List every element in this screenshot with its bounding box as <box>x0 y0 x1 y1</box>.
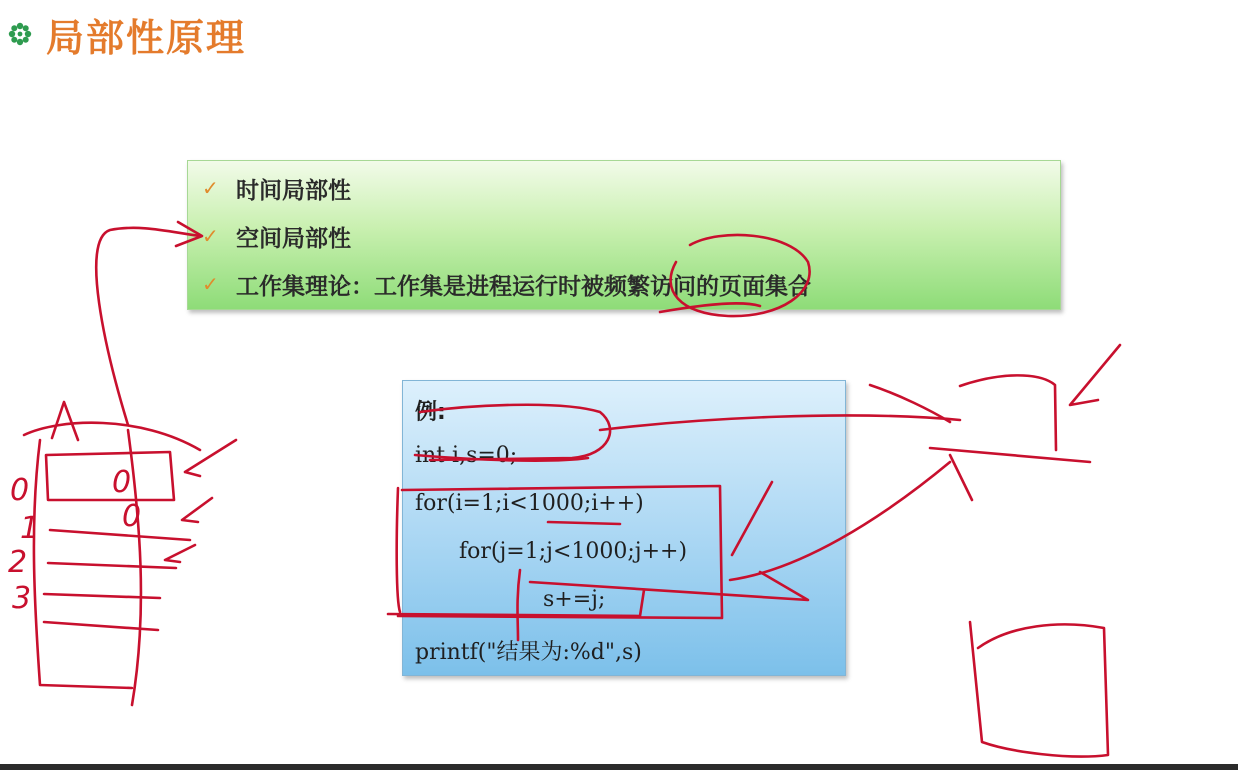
bottom-edge-bar <box>0 764 1238 770</box>
principle-item <box>202 267 811 301</box>
right-box <box>970 622 1108 757</box>
page-slot-label: 3 <box>12 581 32 616</box>
slot-mark: 0 <box>112 465 132 500</box>
memory-row-line <box>44 594 160 598</box>
code-line: for(j=1;j<1000;j++) <box>459 539 688 564</box>
principle-item <box>202 219 351 253</box>
arrow-into-stack <box>185 440 236 476</box>
principle-text: 时间局部性 <box>236 177 351 204</box>
example-label: 例: <box>415 400 446 425</box>
code-line: int i,s=0; <box>415 443 518 468</box>
principles-box <box>187 160 1061 310</box>
box-inner-loop <box>397 488 400 612</box>
code-line: printf("结果为:%d",s) <box>415 640 642 665</box>
flower-bullet-icon <box>8 22 32 46</box>
memory-row-line <box>48 563 176 568</box>
cpu-figure-stem <box>950 455 972 500</box>
page-slot-label: 2 <box>8 545 28 580</box>
cpu-figure <box>960 375 1056 450</box>
memory-stack-outline <box>34 430 141 705</box>
check-icon: ✓ <box>202 272 219 296</box>
slide-title: 局部性原理 <box>46 15 247 60</box>
check-icon: ✓ <box>202 176 219 200</box>
memory-row-line <box>44 622 158 630</box>
cpu-figure-top <box>870 385 950 422</box>
slide-header <box>8 6 246 62</box>
arrow-to-cpu <box>1070 345 1120 405</box>
principle-item <box>202 171 351 205</box>
memory-stack-a-mark <box>52 402 78 440</box>
example-code-box <box>402 380 846 676</box>
principle-text: 工作集理论：工作集是进程运行时被频繁访问的页面集合 <box>236 273 811 300</box>
memory-row-line <box>50 530 190 540</box>
page-slot-label: 0 <box>10 473 30 508</box>
principle-text: 空间局部性 <box>236 225 351 252</box>
arrow-into-stack <box>165 545 195 562</box>
memory-stack-top <box>24 423 200 450</box>
check-icon: ✓ <box>202 224 219 248</box>
slot-mark: 0 <box>122 499 142 534</box>
code-line: s+=j; <box>543 587 606 612</box>
arrow-to-spatial-locality <box>96 228 200 425</box>
code-line: for(i=1;i<1000;i++) <box>415 491 644 516</box>
memory-highlight-box <box>46 452 174 500</box>
arrow-into-stack <box>182 498 212 522</box>
cpu-figure-line <box>930 448 1090 462</box>
page-slot-label: 1 <box>20 511 40 546</box>
